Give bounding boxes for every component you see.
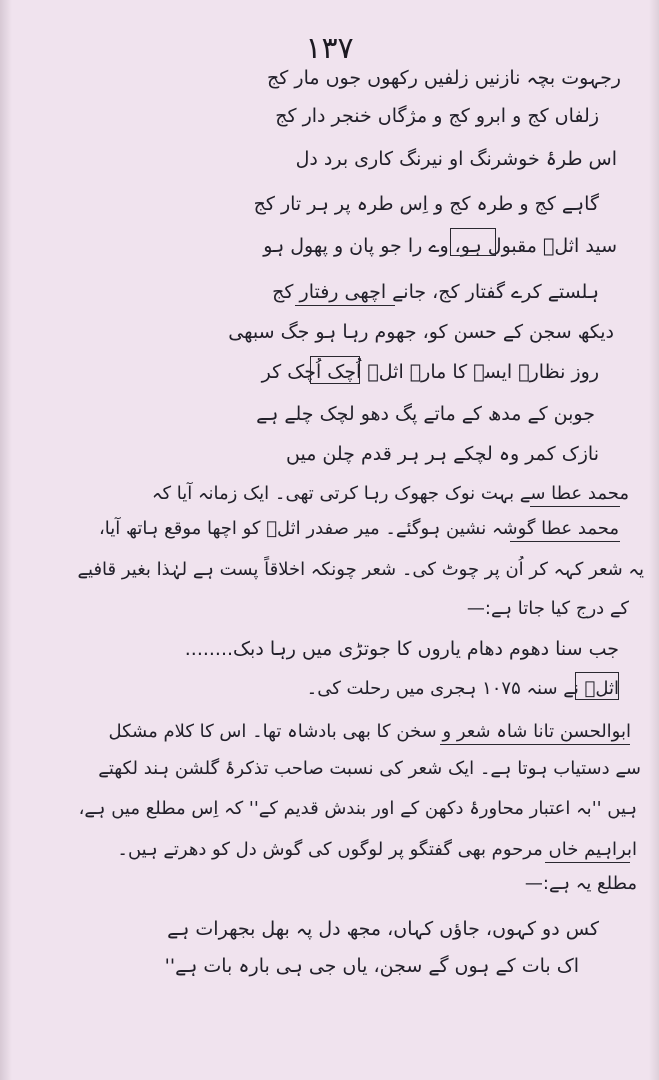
highlight-box [310, 356, 360, 384]
prose-line-7: سے دستیاب ہوتا ہے۔ ایک شعر کی نسبت صاحب تذکرۂ گلشن ہند لکھتے [98, 758, 641, 779]
verse-line-2: زلفاں کج و ابرو کج و مژگاں خنجر دار کج [275, 105, 599, 127]
prose-line-6: ابوالحسن تانا شاہ شعر و سخن کا بھی بادشاہ تھا۔ اس کا کلام مشکل [108, 721, 631, 742]
underline-mark [510, 541, 620, 542]
highlight-box [450, 228, 496, 256]
closing-verse-1: کس دو کہوں، جاؤں کہاں، مجھ دل پہ بھل بجھرات ہے [167, 918, 599, 940]
prose-line-9: ابراہیم خاں مرحوم بھی گفتگو پر لوگوں کی گوش دل کو دھرتے ہیں۔ [117, 839, 637, 860]
page-gutter-shadow [0, 0, 12, 1080]
prose-line-10: مطلع یہ ہے:— [524, 873, 637, 894]
underline-mark [530, 506, 620, 507]
verse-line-8: روز نظارہ ایسے کا مارے اثلؔ اُچک اُچک کر [261, 361, 599, 383]
verse-line-3: اس طرۂ خوشرنگ او نیرنگ کاری برد دل [295, 148, 617, 170]
prose-line-2: محمد عطا گوشہ نشین ہوگئے۔ میر صفدر اثلؔ کو اچھا موقع ہاتھ آیا، [98, 518, 619, 539]
underline-mark [295, 305, 395, 306]
highlight-box [575, 672, 619, 700]
prose-line-1: محمد عطا سے بہت نوک جھوک رہا کرتی تھی۔ ایک زمانہ آیا کہ [151, 483, 629, 504]
prose-line-5: اثلؔ نے سنہ ۱۰۷۵ ہجری میں رحلت کی۔ [306, 678, 619, 699]
underline-mark [545, 862, 630, 863]
verse-line-1: رجہوت بچہ نازنیں زلفیں رکھوں جوں مار کج [267, 67, 621, 89]
prose-line-3: یہ شعر کہہ کر اُن پر چوٹ کی۔ شعر چونکہ اخلاقاً پست ہے لہٰذا بغیر قافیے [77, 559, 644, 580]
verse-line-10: نازک کمر وہ لچکے ہر ہر قدم چلن میں [286, 443, 599, 465]
verse-line-9: جوبن کے مدھ کے ماتے پگ دھو لچک چلے ہے [256, 403, 595, 425]
quoted-verse-line: جب سنا دھوم دھام یاروں کا جوتڑی میں رہا دبک........ [184, 638, 619, 660]
prose-line-4: کے درج کیا جاتا ہے:— [466, 598, 629, 619]
underline-mark [440, 744, 630, 745]
closing-verse-2: اک بات کے ہوں گے سجن، یاں جی ہی بارہ بات ہے'' [164, 955, 579, 977]
page-number: ۱۳۷ [305, 31, 354, 66]
page-edge-shadow [649, 0, 659, 1080]
prose-line-8: ہیں ''بہ اعتبار محاورۂ دکھن کے اور بندش قدیم کے'' کہ اِس مطلع میں ہے، [78, 798, 637, 819]
verse-line-5: سید اثلؔ مقبول ہو، وے را جو پان و پھول ہو [263, 235, 617, 257]
verse-line-7: دیکھ سجن کے حسن کو، جھوم رہا ہو جگ سبھی [228, 321, 614, 343]
verse-line-4: گاہے کج و طرہ کج و اِس طرہ پر ہر تار کج [253, 193, 599, 215]
verse-line-6: ہلستے کرے گفتار کج، جانے اچھی رفتار کج [272, 281, 599, 303]
